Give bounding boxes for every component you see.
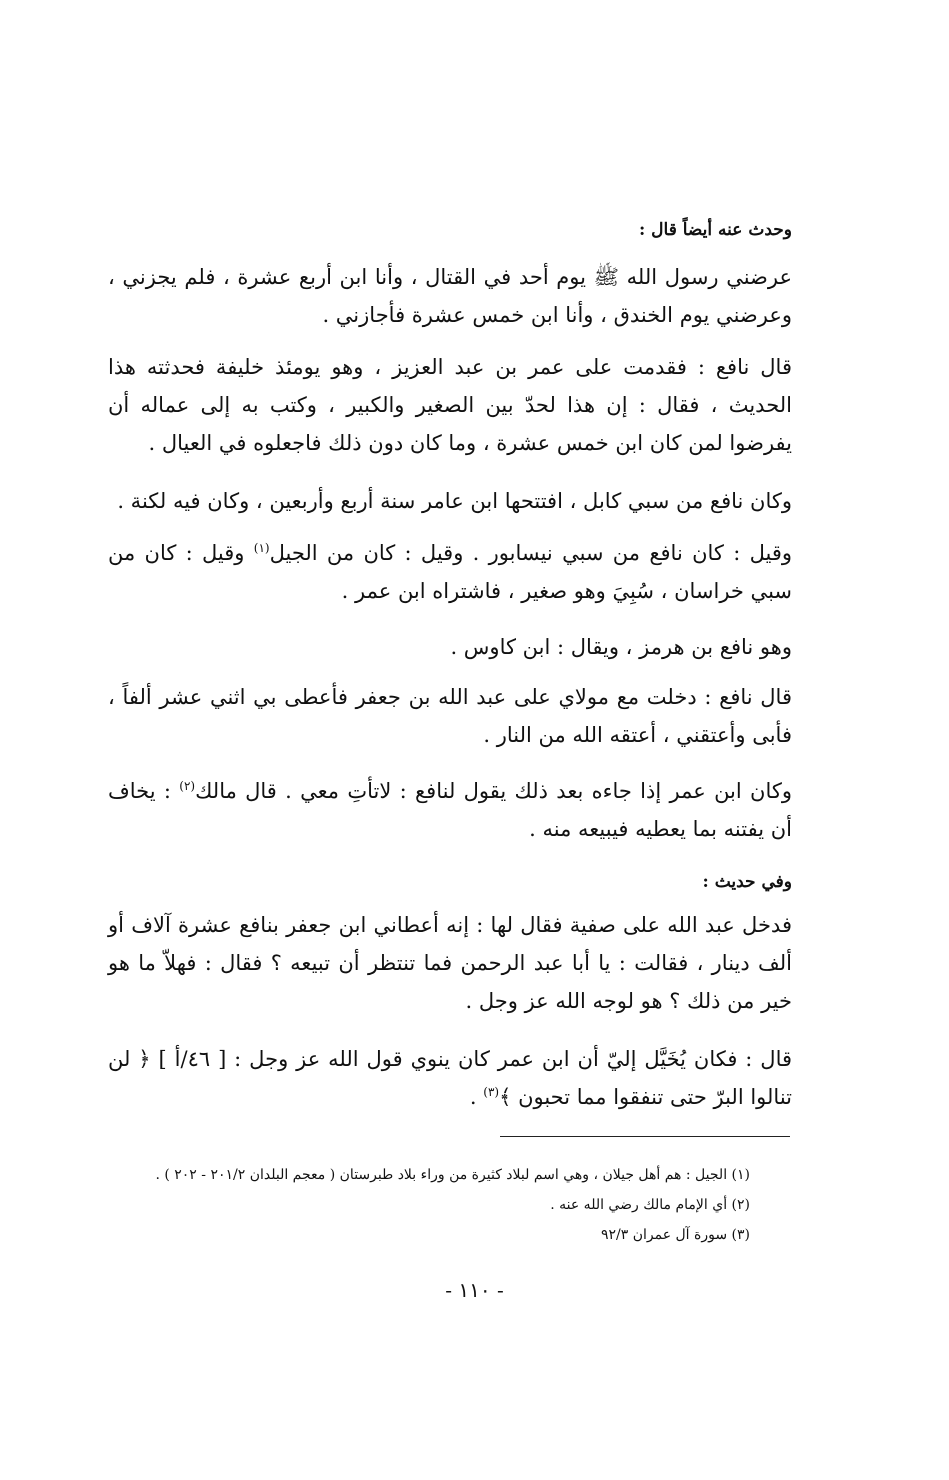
footnotes [120,1160,750,1250]
paragraph-heading-block [108,868,792,896]
footnote: (١) الجيل : هم أهل جيلان ، وهي اسم لبلاد كثيرة من وراء بلاد طبرستان ( معجم البلدان ٢٠١/٢ - ٢٠٢ ) . [155,1167,750,1183]
paragraph: عرضني رسول الله ﷺ يوم أحد في القتال ، وأنا ابن أربع عشرة ، فلم يجزني ، وعرضني يوم الخندق ، وأنا ابن خمس عشرة فأجازني . [108,265,792,327]
page-number: - ١١٠ - [445,1278,504,1302]
footnote: (٣) سورة آل عمران ٩٢/٣ [600,1227,750,1243]
paragraph: فدخل عبد الله على صفية فقال لها : إنه أعطاني ابن جعفر بنافع عشرة آلاف أو ألف دينار ، فقالت : يا أبا عبد الرحمن فما تنتظر أن تبيعه ؟ فقال : فهلاّ ما هو خير من ذلك ؟ هو لوجه الله عز وجل . [108,913,792,1013]
body-text [108,216,792,244]
paragraph: وهو نافع بن هرمز ، ويقال : ابن كاوس . [450,635,792,659]
footnote-divider [500,1136,790,1137]
paragraph-heading: وحدث عنه أيضاً قال : [638,220,792,240]
paragraph: وكان نافع من سبي كابل ، افتتحها ابن عامر سنة أربع وأربعين ، وكان فيه لكنة . [117,489,792,513]
paragraph-with-footnote: قال : فكان يُخَيَّل إليّ أن ابن عمر كان ينوي قول الله عز وجل : [ ٤٦/أ ] ﴿ لن تنالوا البرّ حتى تنفقوا مما تحبون ﴾$^{(٣)}$ . [108,1047,793,1109]
paragraph-with-footnote: وقيل : كان نافع من سبي نيسابور . وقيل : كان من الجيل$^{(١)}$ وقيل : كان من سبي خراسان ، سُبِيَ وهو صغير ، فاشتراه ابن عمر . [108,541,793,603]
footnote-marker[interactable]: (٢) [179,779,196,793]
paragraph: قال نافع : فقدمت على عمر بن عبد العزيز ، وهو يومئذ خليفة فحدثته هذا الحديث ، فقال : إن هذا لحدّ بين الصغير والكبير ، وكتب به إلى عماله أن يفرضوا لمن كان ابن خمس عشرة ، وما كان دون ذلك فاجعلوه في العيال . [108,355,792,455]
paragraph: قال نافع : دخلت مع مولاي على عبد الله بن جعفر فأعطى بي اثني عشر ألفاً ، فأبى وأعتقني ، أعتقه الله من النار . [108,685,792,747]
paragraph-heading: وفي حديث : [702,872,792,892]
footnote: (٢) أي الإمام مالك رضي الله عنه . [550,1197,750,1213]
footnote-marker[interactable]: (١) [253,541,270,555]
paragraph-with-footnote: وكان ابن عمر إذا جاءه بعد ذلك يقول لنافع : لاتأتِ معي . قال مالك$^{(٢)}$ : يخاف أن يفتنه بما يعطيه فيبيعه منه . [108,779,792,841]
footnote-marker[interactable]: (٣) [483,1085,500,1099]
